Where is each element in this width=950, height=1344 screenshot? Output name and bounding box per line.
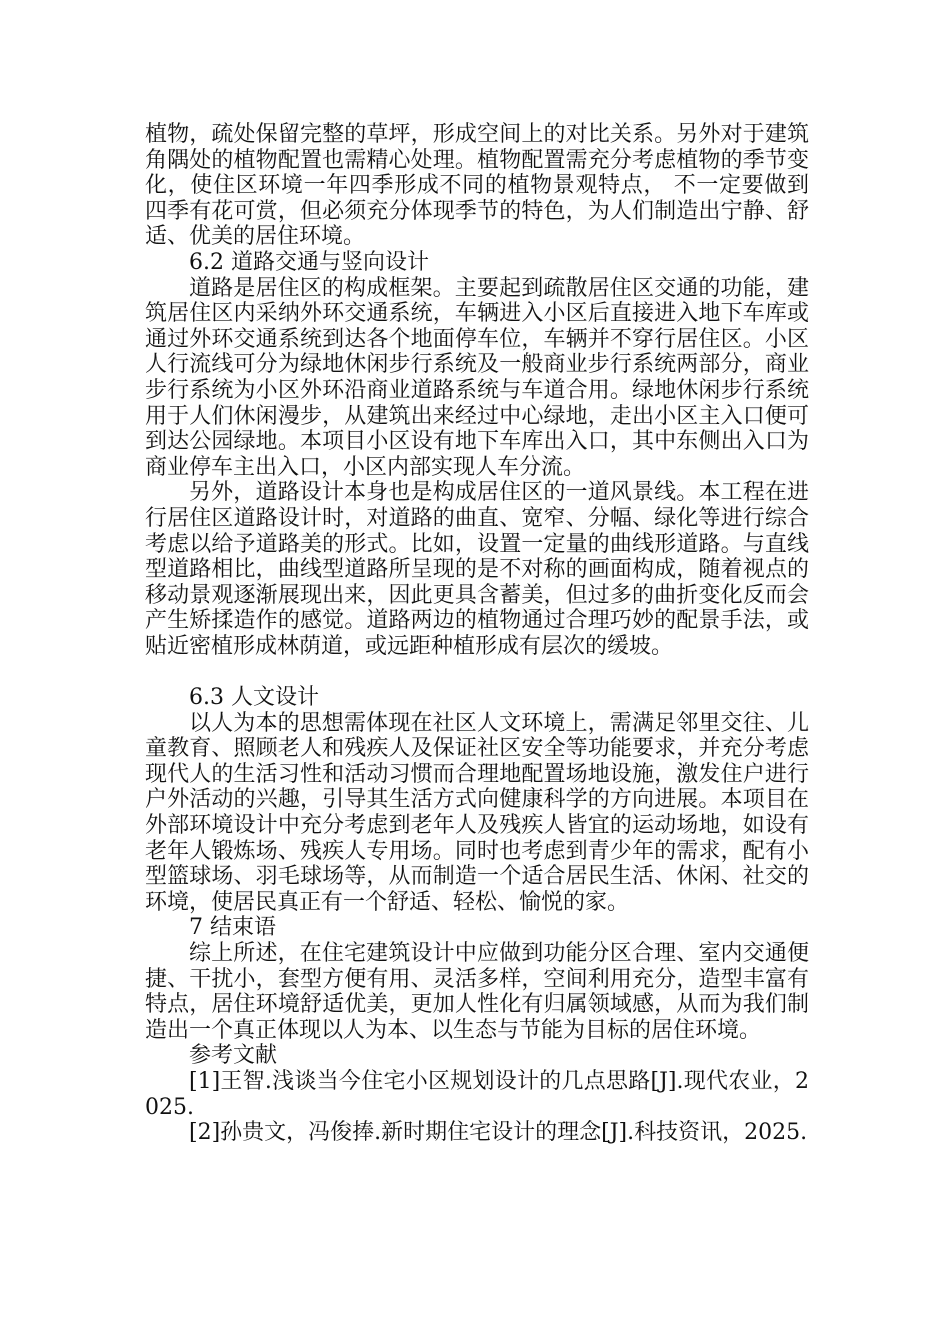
reference-item: [2]孙贵文，冯俊捧.新时期住宅设计的理念[J].科技资讯，2025. xyxy=(189,1120,808,1146)
paragraph-6-3: 以人为本的思想需体现在社区人文环境上，需满足邻里交往、儿童教育、照顾老人和残疾人及保证社区安全等功能要求，并充分考虑现代人的生活习性和活动习惯而合理地配置场地设施，激发住户进行户外活动的兴趣，引导其生活方式向健康科学的方向进展。本项目在外部环境设计中充分考虑到老年人及残疾人皆宜的运动场地，如设有老年人锻炼场、残疾人专用场。同时也考虑到青少年的需求，配有小型篮球场、羽毛球场等，从而制造一个适合居民生活、休闲、社交的环境，使居民真正有一个舒适、轻松、愉悦的家。 xyxy=(145,710,809,915)
section-heading-6-3: 6.3 人文设计 xyxy=(189,685,319,711)
paragraph-6-2-b: 另外，道路设计本身也是构成居住区的一道风景线。本工程在进行居住区道路设计时，对道路的曲直、宽窄、分幅、绿化等进行综合考虑以给予道路美的形式。比如，设置一定量的曲线形道路。与直线型道路相比，曲线型道路所呈现的是不对称的画面构成，随着视点的移动景观逐渐展现出来，因此更具含蓄美，但过多的曲折变化反而会产生矫揉造作的感觉。道路两边的植物通过合理巧妙的配景手法，或贴近密植形成林荫道，或远距种植形成有层次的缓坡。 xyxy=(145,480,809,659)
reference-item: [1]王智.浅谈当今住宅小区规划设计的几点思路[J].现代农业，2025. xyxy=(145,1068,809,1120)
document-page xyxy=(145,122,809,1146)
section-heading-6-2: 6.2 道路交通与竖向设计 xyxy=(189,249,429,275)
section-heading-7: 7 结束语 xyxy=(189,915,276,941)
paragraph-7: 综上所述，在住宅建筑设计中应做到功能分区合理、室内交通便捷、干扰小，套型方便有用、灵活多样，空间利用充分，造型丰富有特点，居住环境舒适优美，更加人性化有归属领域感，从而为我们制造出一个真正体现以人为本、以生态与节能为目标的居住环境。 xyxy=(145,941,809,1043)
paragraph-6-2-a: 道路是居住区的构成框架。主要起到疏散居住区交通的功能，建筑居住区内采纳外环交通系统，车辆进入小区后直接进入地下车库或通过外环交通系统到达各个地面停车位，车辆并不穿行居住区。小区人行流线可分为绿地休闲步行系统及一般商业步行系统两部分，商业步行系统为小区外环沿商业道路系统与车道合用。绿地休闲步行系统用于人们休闲漫步，从建筑出来经过中心绿地，走出小区主入口便可到达公园绿地。本项目小区设有地下车库出入口，其中东侧出入口为商业停车主出入口，小区内部实现人车分流。 xyxy=(145,275,809,480)
references-heading: 参考文献 xyxy=(189,1043,278,1069)
paragraph-continued: 植物，疏处保留完整的草坪，形成空间上的对比关系。另外对于建筑角隅处的植物配置也需精心处理。植物配置需充分考虑植物的季节变化，使住区环境一年四季形成不同的植物景观特点， 不一定要做到四季有花可赏，但必须充分体现季节的特色，为人们制造出宁静、舒适、优美的居住环境。 xyxy=(145,122,809,250)
